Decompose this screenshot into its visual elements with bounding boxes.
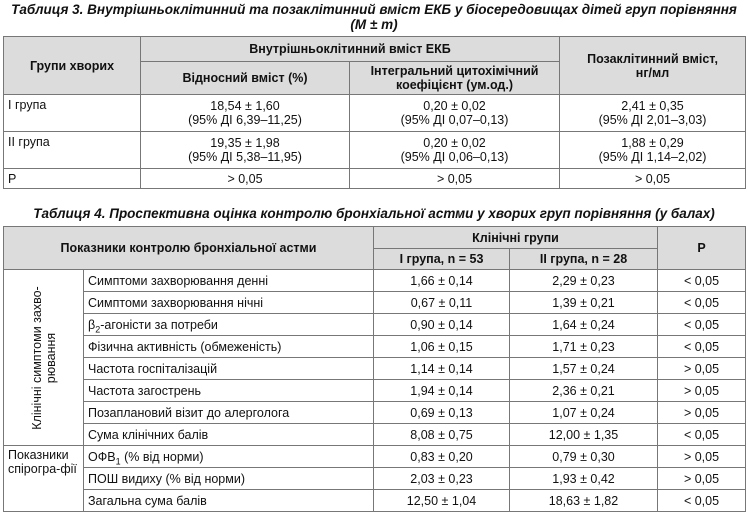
table4-group1-cell: 0,69 ± 0,13 <box>374 402 510 424</box>
table4-group2-cell: 1,07 ± 0,24 <box>510 402 658 424</box>
table-row <box>4 490 746 512</box>
table-row <box>4 468 746 490</box>
table4-group2-cell: 2,36 ± 0,21 <box>510 380 658 402</box>
table4-group1-cell: 1,14 ± 0,14 <box>374 358 510 380</box>
table4-group1-cell: 0,90 ± 0,14 <box>374 314 510 336</box>
table4-group2-cell: 1,64 ± 0,24 <box>510 314 658 336</box>
table4-group1-cell: 12,50 ± 1,04 <box>374 490 510 512</box>
table4-group2-cell: 1,39 ± 0,21 <box>510 292 658 314</box>
table3-group-cell: II група <box>4 132 141 169</box>
table-row <box>4 270 746 292</box>
table-row <box>4 446 746 468</box>
table4-indicator-prefix: β <box>88 317 96 332</box>
table4-group2-cell: 1,57 ± 0,24 <box>510 358 658 380</box>
table3-integral-ci: (95% ДІ 0,07–0,13) <box>400 113 509 127</box>
table3-extracellular-value: 2,41 ± 0,35 <box>621 99 684 113</box>
table-row <box>4 424 746 446</box>
table3-relative-ci: (95% ДІ 5,38–11,95) <box>188 150 302 164</box>
table3-group-cell: I група <box>4 95 141 132</box>
table4-p-cell: < 0,05 <box>658 490 746 512</box>
table3-integral-value: 0,20 ± 0,02 <box>423 99 486 113</box>
table4-group1-cell: 1,94 ± 0,14 <box>374 380 510 402</box>
table3-header-row1 <box>4 37 746 62</box>
table4-indicator-sub: 2 <box>95 324 101 334</box>
table4-indicator-sub: 1 <box>115 456 121 466</box>
table4-group1-cell: 1,06 ± 0,15 <box>374 336 510 358</box>
table4-group1-cell: 1,66 ± 0,14 <box>374 270 510 292</box>
table4-p-cell: < 0,05 <box>658 424 746 446</box>
table3-header-extracellular-line1: Позаклітинний вміст, <box>587 51 718 66</box>
table3-integral-cell <box>350 132 560 169</box>
table-row <box>4 402 746 424</box>
table4-indicator-cell: Фізична активність (обмеженість) <box>84 336 374 358</box>
table4-group2-cell: 1,71 ± 0,23 <box>510 336 658 358</box>
table4-indicator-cell: Загальна сума балів <box>84 490 374 512</box>
table4-caption: Таблиця 4. Проспективна оцінка контролю бронхіальної астми у хворих груп порівняння (у балах) <box>33 206 715 221</box>
table3-header-intracellular: Внутрішньоклітинний вміст ЕКБ <box>141 37 560 62</box>
table4-indicator-suffix: -агоністи за потреби <box>100 317 218 332</box>
table4-p-cell: < 0,05 <box>658 314 746 336</box>
table4-header-clinical-groups: Клінічні групи <box>374 227 658 249</box>
table3-integral-cell: > 0,05 <box>350 169 560 189</box>
table4-indicator-cell: ПОШ видиху (% від норми) <box>84 468 374 490</box>
table4-group1-cell: 0,67 ± 0,11 <box>374 292 510 314</box>
table4-section-spirography: Показники спірогра-фії <box>4 446 84 512</box>
table4-indicator-cell: Сума клінічних балів <box>84 424 374 446</box>
table3-caption <box>0 2 748 32</box>
table-row <box>4 314 746 336</box>
table3-header-integral-line2: коефіцієнт (ум.од.) <box>396 78 514 92</box>
table4-p-cell: > 0,05 <box>658 468 746 490</box>
table3-header-extracellular-line2: нг/мл <box>635 65 670 80</box>
table3-relative-cell: > 0,05 <box>141 169 350 189</box>
table3-integral-value: 0,20 ± 0,02 <box>423 136 486 150</box>
table4-p-cell: < 0,05 <box>658 270 746 292</box>
table4-indicator-suffix: (% від норми) <box>120 449 204 464</box>
table4-group2-cell: 12,00 ± 1,35 <box>510 424 658 446</box>
table4-indicator-cell <box>84 314 374 336</box>
table4-p-cell: > 0,05 <box>658 446 746 468</box>
table4-section-clinical-symptoms <box>4 270 84 446</box>
table4-group2-cell: 1,93 ± 0,42 <box>510 468 658 490</box>
table-row <box>4 132 746 169</box>
table3-extracellular-ci: (95% ДІ 2,01–3,03) <box>598 113 707 127</box>
table3-relative-value: 18,54 ± 1,60 <box>210 99 280 113</box>
table-row <box>4 380 746 402</box>
table-row <box>4 95 746 132</box>
table4-p-cell: > 0,05 <box>658 402 746 424</box>
table4-indicator-prefix: ОФВ <box>88 449 116 464</box>
table4-indicator-cell <box>84 446 374 468</box>
table3-extracellular-ci: (95% ДІ 1,14–2,02) <box>598 150 707 164</box>
table4-indicator-cell: Частота загострень <box>84 380 374 402</box>
table3-relative-value: 19,35 ± 1,98 <box>210 136 280 150</box>
table4-header-group1: I група, n = 53 <box>374 249 510 270</box>
table4-p-cell: > 0,05 <box>658 380 746 402</box>
table3-header-extracellular <box>560 37 746 95</box>
table4-group2-cell: 18,63 ± 1,82 <box>510 490 658 512</box>
table3-extracellular-value: 1,88 ± 0,29 <box>621 136 684 150</box>
table4-group2-cell: 0,79 ± 0,30 <box>510 446 658 468</box>
table4-indicator-cell: Позаплановий візит до алерголога <box>84 402 374 424</box>
table4-header-indicators: Показники контролю бронхіальної астми <box>4 227 374 270</box>
table3-relative-ci: (95% ДІ 6,39–11,25) <box>188 113 302 127</box>
table-row <box>4 336 746 358</box>
table4-header-p: P <box>658 227 746 270</box>
table4-p-cell: < 0,05 <box>658 336 746 358</box>
table3-relative-cell <box>141 95 350 132</box>
table4-indicator-cell: Симптоми захворювання денні <box>84 270 374 292</box>
table3-caption-line1: Таблиця 3. Внутрішньоклітинний та позаклітинний вміст ЕКБ у біосередовищах дітей груп порівняння <box>11 2 737 17</box>
table3-header-groups: Групи хворих <box>4 37 141 95</box>
table4 <box>3 226 746 512</box>
table3 <box>3 36 746 189</box>
table4-group2-cell: 2,29 ± 0,23 <box>510 270 658 292</box>
table4-group1-cell: 0,83 ± 0,20 <box>374 446 510 468</box>
table4-group1-cell: 2,03 ± 0,23 <box>374 468 510 490</box>
table3-header-integral <box>350 62 560 95</box>
table4-group1-cell: 8,08 ± 0,75 <box>374 424 510 446</box>
table3-header-integral-line1: Інтегральний цитохімічний <box>370 64 539 78</box>
table3-group-cell: P <box>4 169 141 189</box>
table-row <box>4 169 746 189</box>
table4-indicator-cell: Симптоми захворювання нічні <box>84 292 374 314</box>
table3-integral-cell <box>350 95 560 132</box>
table4-p-cell: > 0,05 <box>658 358 746 380</box>
table4-header-row1 <box>4 227 746 249</box>
table3-extracellular-cell <box>560 95 746 132</box>
table3-header-relative: Відносний вміст (%) <box>141 62 350 95</box>
table3-integral-ci: (95% ДІ 0,06–0,13) <box>400 150 509 164</box>
table3-extracellular-cell: > 0,05 <box>560 169 746 189</box>
table-row <box>4 358 746 380</box>
table4-indicator-cell: Частота госпіталізацій <box>84 358 374 380</box>
table-row <box>4 292 746 314</box>
table4-section-clinical-symptoms-label: Клінічні симптоми захво-рювання <box>29 285 58 430</box>
table4-header-group2: II група, n = 28 <box>510 249 658 270</box>
table3-relative-cell <box>141 132 350 169</box>
table3-caption-line2: (M ± m) <box>350 17 398 32</box>
table4-p-cell: < 0,05 <box>658 292 746 314</box>
table3-extracellular-cell <box>560 132 746 169</box>
